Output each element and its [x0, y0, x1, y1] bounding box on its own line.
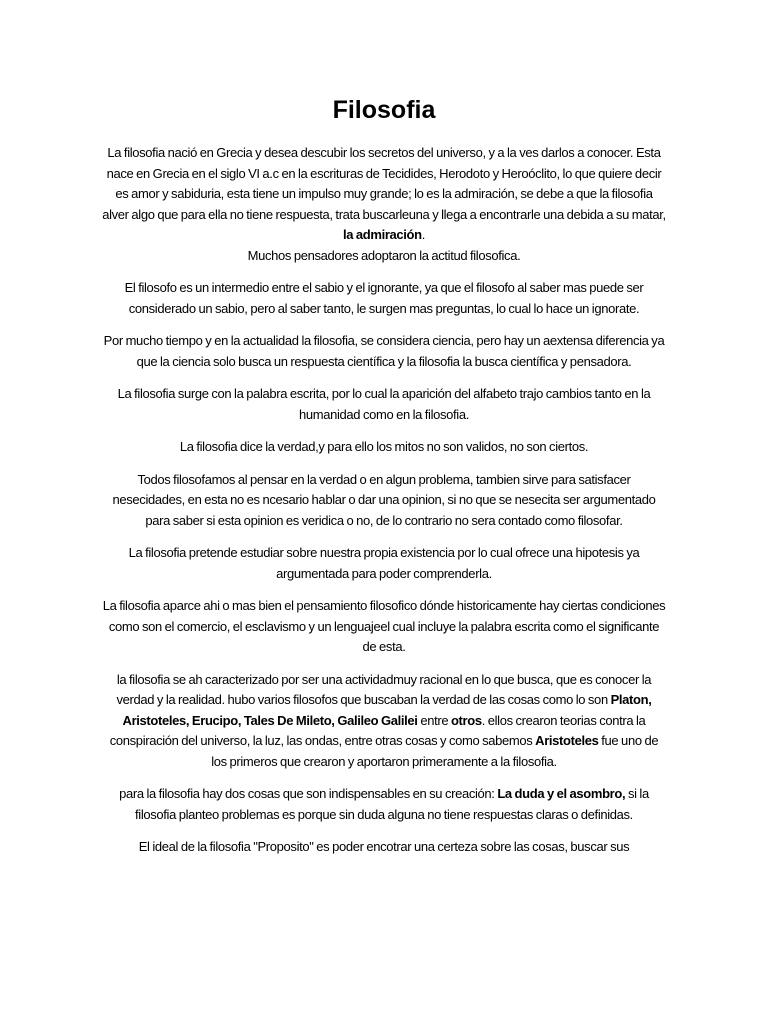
paragraph-philosophers — [102, 670, 666, 773]
paragraph-text: . — [421, 227, 426, 242]
paragraph-ideal: El ideal de la filosofia "Proposito" es poder encotrar una certeza sobre las cosas, buscar sus — [138, 839, 630, 854]
paragraph-text: para la filosofia hay dos cosas que son indispensables en su creación: — [119, 786, 498, 801]
paragraph-writing: La filosofia surge con la palabra escrita, por lo cual la aparición del alfabeto trajo cambios tanto en la humanidad como en la filosofia. — [117, 386, 651, 422]
bold-text: otros — [450, 712, 482, 728]
paragraph-text: si la filosofia planteo problemas es porque sin duda alguna no tiene respuestas claras o definidas. — [135, 786, 649, 822]
paragraph-text: . ellos crearon teorias contra la conspiración del universo, la luz, las ondas, entre otras cosas y como sabemos — [109, 712, 646, 748]
paragraph-existence: La filosofia pretende estudiar sobre nuestra propia existencia por lo cual ofrece una hipotesis ya argumentada para poder comprenderla. — [128, 545, 640, 581]
paragraph-origin — [102, 143, 666, 266]
paragraph-philosophize: Todos filosofamos al pensar en la verdad o en algun problema, tambien sirve para satisfacer nesecidades, en esta no es ncesario hablar o dar una opinion, si no que se nesecita ser argumentado para saber si esta opinion es veridica o no, de lo contrario no sera contado como filosofar. — [112, 471, 656, 528]
bold-text: la admiración — [342, 227, 422, 242]
paragraph-truth: La filosofia dice la verdad,y para ello los mitos no son validos, no son ciertos. — [179, 439, 589, 454]
paragraph-text: La filosofia nació en Grecia y desea descubir los secretos del universo, y a la ves darlos a conocer. Esta nace en Grecia en el siglo VI a.c en la escrituras de Tecidides, Herodoto y Heroóclito, lo que quiere decir es amor y sabiduria, esta tiene un impulso muy grande; lo es la admiración, se debe a que la filosofia alver algo que para ella no tiene respuesta, trata buscarleuna y llega a encontrarle una debida a su matar, — [102, 145, 666, 222]
paragraph-science: Por mucho tiempo y en la actualidad la filosofia, se considera ciencia, pero hay un aextensa diferencia ya que la ciencia solo busca un respuesta científica y la filosofia la busca científica y pensadora. — [103, 333, 665, 369]
paragraph-text: la filosofia se ah caracterizado por ser una actividadmuy racional en lo que busca, que es conocer la verdad y la realidad. hubo varios filosofos que buscaban la verdad de las cosas como lo son — [116, 671, 652, 707]
document-title: Filosofia — [332, 96, 436, 124]
bold-text: Platon, Aristoteles, Erucipo, Tales De Mileto, Galileo Galilei — [122, 692, 652, 728]
document-body — [102, 143, 666, 858]
paragraph-text: entre — [417, 712, 451, 728]
bold-text: La duda y el asombro, — [497, 786, 626, 801]
paragraph-text: Muchos pensadores adoptaron la actitud filosofica. — [247, 247, 521, 263]
paragraph-doubt — [102, 784, 666, 825]
paragraph-text: fue uno de los primeros que crearon y aportaron primeramente a la filosofia. — [211, 733, 659, 769]
paragraph-conditions: La filosofia aparce ahi o mas bien el pensamiento filosofico dónde historicamente hay ciertas condiciones como son el comercio, el esclavismo y un lenguajeel cual incluye la palabra escrita como el significante de esta. — [102, 598, 666, 654]
bold-text: Aristoteles — [535, 733, 599, 748]
paragraph-philosopher: El filosofo es un intermedio entre el sabio y el ignorante, ya que el filosofo al saber mas puede ser considerado un sabio, pero al saber tanto, le surgen mas preguntas, lo cual lo hace un ignorate. — [124, 280, 644, 316]
